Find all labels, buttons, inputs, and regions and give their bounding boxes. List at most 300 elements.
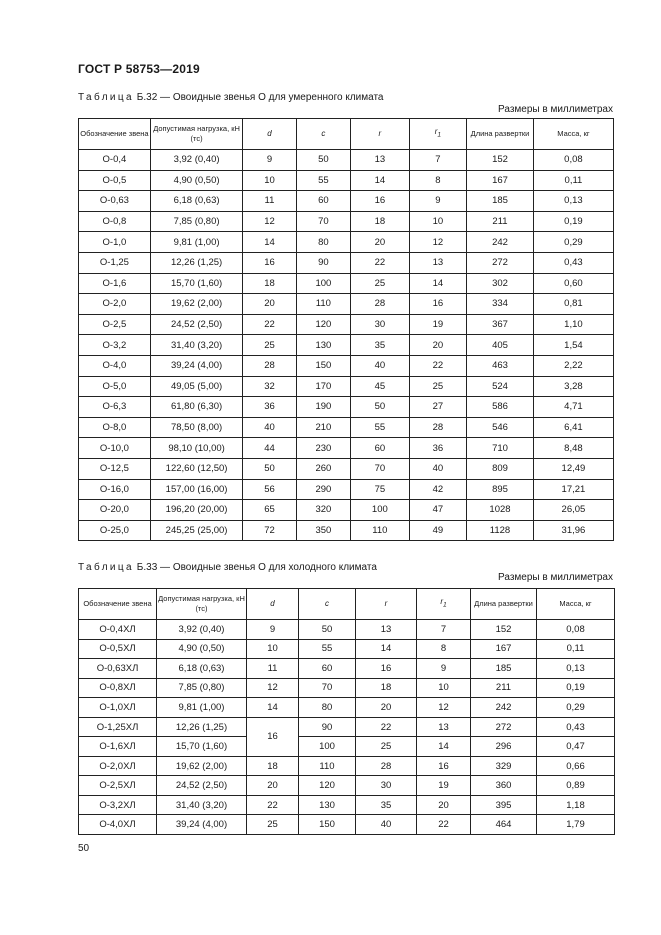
table-cell: 350 <box>296 520 350 541</box>
table2-header-row <box>79 589 615 620</box>
table-row <box>79 620 615 640</box>
table-cell: О-20,0 <box>79 500 151 521</box>
table-cell: 18 <box>247 756 299 776</box>
table-cell: 290 <box>296 479 350 500</box>
table2-body <box>79 620 615 835</box>
table-cell: 8,48 <box>533 438 613 459</box>
table-cell: 3,28 <box>533 376 613 397</box>
table-cell: 4,90 (0,50) <box>150 170 242 191</box>
table-cell: 31,96 <box>533 520 613 541</box>
table-cell: 30 <box>356 776 417 796</box>
table-cell: 1028 <box>467 500 534 521</box>
table-cell: 20 <box>417 795 471 815</box>
table-cell: 0,60 <box>533 273 613 294</box>
table-cell: 17,21 <box>533 479 613 500</box>
table-cell: 20 <box>351 232 410 253</box>
table-cell: 36 <box>243 397 296 418</box>
table-cell: О-4,0 <box>79 355 151 376</box>
table-cell: 39,24 (4,00) <box>150 355 242 376</box>
table-row <box>79 438 614 459</box>
table-row <box>79 678 615 698</box>
table-cell: 211 <box>471 678 537 698</box>
table-cell: 50 <box>299 620 356 640</box>
table-cell: 20 <box>409 335 467 356</box>
table-cell: 0,29 <box>533 232 613 253</box>
table-cell: 19,62 (2,00) <box>150 294 242 315</box>
table-row <box>79 232 614 253</box>
table1-caption-text: Б.32 — Овоидные звенья О для умеренного климата <box>136 92 384 103</box>
table-row <box>79 294 614 315</box>
table-cell: 30 <box>351 314 410 335</box>
table-cell: 524 <box>467 376 534 397</box>
table-cell: 28 <box>351 294 410 315</box>
table-row <box>79 698 615 718</box>
table-cell: 395 <box>471 795 537 815</box>
table-cell: 405 <box>467 335 534 356</box>
table-cell: 40 <box>356 815 417 835</box>
table-cell: 44 <box>243 438 296 459</box>
table-row <box>79 776 615 796</box>
table-cell: 22 <box>409 355 467 376</box>
table-cell: 14 <box>243 232 296 253</box>
table-cell: 1,10 <box>533 314 613 335</box>
table-cell: 196,20 (20,00) <box>150 500 242 521</box>
table-cell: 20 <box>243 294 296 315</box>
table-row <box>79 335 614 356</box>
document-header: ГОСТ Р 58753—2019 <box>78 62 200 76</box>
table-cell: 90 <box>299 717 356 737</box>
table-cell: 50 <box>351 397 410 418</box>
table-cell: 24,52 (2,50) <box>157 776 247 796</box>
table-cell: 15,70 (1,60) <box>150 273 242 294</box>
table-cell: 367 <box>467 314 534 335</box>
table-cell: 25 <box>247 815 299 835</box>
table2-caption-word: Таблица <box>78 562 135 573</box>
table2-col-length: Длина развертки <box>471 589 537 620</box>
table-cell: 122,60 (12,50) <box>150 458 242 479</box>
table-cell: 0,11 <box>533 170 613 191</box>
table-row <box>79 376 614 397</box>
table-cell: 14 <box>409 273 467 294</box>
table-cell: О-10,0 <box>79 438 151 459</box>
table-cell: 260 <box>296 458 350 479</box>
table-cell: 16 <box>243 252 296 273</box>
table-cell: О-3,2ХЛ <box>79 795 157 815</box>
table-cell: 98,10 (10,00) <box>150 438 242 459</box>
table-cell: 1,79 <box>537 815 615 835</box>
table-cell: 210 <box>296 417 350 438</box>
table-cell: 12 <box>243 211 296 232</box>
table-cell: 120 <box>296 314 350 335</box>
table-cell: 10 <box>409 211 467 232</box>
table-cell: 167 <box>467 170 534 191</box>
table2-caption <box>78 562 377 573</box>
table-cell: 8 <box>417 639 471 659</box>
table-cell: 24,52 (2,50) <box>150 314 242 335</box>
table-row <box>79 150 614 171</box>
table-row <box>79 211 614 232</box>
table-cell: 42 <box>409 479 467 500</box>
table-row <box>79 639 615 659</box>
subscript: 1 <box>437 131 442 139</box>
table1-col-r: r <box>351 119 410 150</box>
table-cell: 13 <box>409 252 467 273</box>
table-cell: 61,80 (6,30) <box>150 397 242 418</box>
table-cell: 20 <box>247 776 299 796</box>
table-cell: 329 <box>471 756 537 776</box>
table-cell: 13 <box>417 717 471 737</box>
table-cell: 150 <box>299 815 356 835</box>
table-cell: 0,08 <box>537 620 615 640</box>
table-row <box>79 252 614 273</box>
table-cell: 12,26 (1,25) <box>150 252 242 273</box>
table-cell: 0,66 <box>537 756 615 776</box>
table-cell: О-0,63 <box>79 191 151 212</box>
table-cell: 49,05 (5,00) <box>150 376 242 397</box>
table-cell: 6,41 <box>533 417 613 438</box>
table-cell: 80 <box>299 698 356 718</box>
table-cell: 28 <box>356 756 417 776</box>
table-b33 <box>78 588 615 835</box>
table-cell: 245,25 (25,00) <box>150 520 242 541</box>
table-cell: 272 <box>467 252 534 273</box>
table-cell: 296 <box>471 737 537 757</box>
table-cell: 895 <box>467 479 534 500</box>
table2-col-load: Допустимая нагрузка, кН (тс) <box>157 589 247 620</box>
table-cell: 18 <box>351 211 410 232</box>
table1-col-length: Длина развертки <box>467 119 534 150</box>
table-cell: 7,85 (0,80) <box>150 211 242 232</box>
table-cell: О-6,3 <box>79 397 151 418</box>
table-cell: 9 <box>247 620 299 640</box>
table2-col-d: d <box>247 589 299 620</box>
table-cell: 16 <box>247 717 299 756</box>
table-cell: 35 <box>356 795 417 815</box>
table-cell: О-16,0 <box>79 479 151 500</box>
table-cell: 65 <box>243 500 296 521</box>
table-cell: 18 <box>243 273 296 294</box>
table-cell: 22 <box>351 252 410 273</box>
table-cell: 7 <box>409 150 467 171</box>
table-cell: О-0,4ХЛ <box>79 620 157 640</box>
table-cell: 3,92 (0,40) <box>150 150 242 171</box>
table-cell: 150 <box>296 355 350 376</box>
table-cell: 710 <box>467 438 534 459</box>
table-cell: 25 <box>351 273 410 294</box>
table-cell: 4,90 (0,50) <box>157 639 247 659</box>
table-cell: О-0,5 <box>79 170 151 191</box>
table1-body <box>79 150 614 541</box>
table-cell: 11 <box>243 191 296 212</box>
table-cell: О-3,2 <box>79 335 151 356</box>
table-cell: 18 <box>356 678 417 698</box>
table-cell: 130 <box>299 795 356 815</box>
table-cell: 13 <box>351 150 410 171</box>
table-cell: 10 <box>247 639 299 659</box>
table-cell: 22 <box>247 795 299 815</box>
table-cell: О-1,0ХЛ <box>79 698 157 718</box>
table-row <box>79 355 614 376</box>
table-row <box>79 756 615 776</box>
table-cell: 26,05 <box>533 500 613 521</box>
table-cell: 60 <box>299 659 356 679</box>
table-cell: О-1,25ХЛ <box>79 717 157 737</box>
table-cell: 72 <box>243 520 296 541</box>
table-cell: 40 <box>409 458 467 479</box>
table-cell: 100 <box>299 737 356 757</box>
table-cell: 1,18 <box>537 795 615 815</box>
table-cell: 152 <box>471 620 537 640</box>
table-cell: 0,11 <box>537 639 615 659</box>
table-cell: 12 <box>247 678 299 698</box>
table-cell: О-25,0 <box>79 520 151 541</box>
table-cell: 22 <box>243 314 296 335</box>
table-cell: 130 <box>296 335 350 356</box>
table-cell: 185 <box>467 191 534 212</box>
table-cell: 0,13 <box>537 659 615 679</box>
table-cell: 50 <box>243 458 296 479</box>
table-cell: 25 <box>243 335 296 356</box>
table-cell: 8 <box>409 170 467 191</box>
table-row <box>79 191 614 212</box>
table-cell: 9 <box>409 191 467 212</box>
table-cell: 170 <box>296 376 350 397</box>
table-cell: 167 <box>471 639 537 659</box>
table1-caption <box>78 92 384 103</box>
table-row <box>79 795 615 815</box>
table-cell: 10 <box>417 678 471 698</box>
table1-col-d: d <box>243 119 296 150</box>
table-cell: 55 <box>351 417 410 438</box>
table2-caption-text: Б.33 — Овоидные звенья О для холодного климата <box>136 562 377 573</box>
table-cell: О-1,25 <box>79 252 151 273</box>
table-cell: 14 <box>351 170 410 191</box>
table-cell: 40 <box>351 355 410 376</box>
table-cell: 60 <box>351 438 410 459</box>
table-cell: 320 <box>296 500 350 521</box>
table-cell: 0,13 <box>533 191 613 212</box>
table-cell: 809 <box>467 458 534 479</box>
table-cell: 272 <box>471 717 537 737</box>
table-cell: 28 <box>243 355 296 376</box>
table-cell: 25 <box>409 376 467 397</box>
table-row <box>79 520 614 541</box>
table-cell: 0,89 <box>537 776 615 796</box>
table-cell: 56 <box>243 479 296 500</box>
table-row <box>79 458 614 479</box>
table-cell: 19 <box>409 314 467 335</box>
subscript: 1 <box>442 601 447 609</box>
table-cell: 100 <box>296 273 350 294</box>
table1-col-mass: Масса, кг <box>533 119 613 150</box>
table-cell: 12,26 (1,25) <box>157 717 247 737</box>
table-cell: 16 <box>356 659 417 679</box>
table-cell: 14 <box>247 698 299 718</box>
table-row <box>79 397 614 418</box>
table-cell: 70 <box>351 458 410 479</box>
table-cell: 463 <box>467 355 534 376</box>
table-cell: О-0,63ХЛ <box>79 659 157 679</box>
table-cell: 70 <box>296 211 350 232</box>
table-cell: 9,81 (1,00) <box>157 698 247 718</box>
table2-col-r: r <box>356 589 417 620</box>
table-row <box>79 717 615 737</box>
table-cell: 9,81 (1,00) <box>150 232 242 253</box>
table-cell: О-2,0ХЛ <box>79 756 157 776</box>
table-cell: О-0,8ХЛ <box>79 678 157 698</box>
table-row <box>79 273 614 294</box>
table-cell: 47 <box>409 500 467 521</box>
table-cell: 4,71 <box>533 397 613 418</box>
page-number: 50 <box>78 843 90 854</box>
table-cell: 27 <box>409 397 467 418</box>
table1-col-c: c <box>296 119 350 150</box>
table-cell: 10 <box>243 170 296 191</box>
table-cell: 242 <box>467 232 534 253</box>
table-cell: 2,22 <box>533 355 613 376</box>
table-cell: О-0,5ХЛ <box>79 639 157 659</box>
table1-units: Размеры в миллиметрах <box>498 104 613 115</box>
table1-col-r1: $r_1$ <box>409 119 467 150</box>
table-cell: 22 <box>417 815 471 835</box>
table-cell: 75 <box>351 479 410 500</box>
table-cell: 3,92 (0,40) <box>157 620 247 640</box>
table-cell: 0,19 <box>533 211 613 232</box>
table-cell: О-2,5ХЛ <box>79 776 157 796</box>
table-cell: О-0,4 <box>79 150 151 171</box>
table-cell: 0,08 <box>533 150 613 171</box>
table-cell: 1128 <box>467 520 534 541</box>
table-cell: 360 <box>471 776 537 796</box>
table-cell: 190 <box>296 397 350 418</box>
table-cell: О-5,0 <box>79 376 151 397</box>
table-cell: 22 <box>356 717 417 737</box>
table-cell: О-2,0 <box>79 294 151 315</box>
table-cell: О-0,8 <box>79 211 151 232</box>
table2-col-mass: Масса, кг <box>537 589 615 620</box>
table2-col-c: c <box>299 589 356 620</box>
table-cell: 6,18 (0,63) <box>150 191 242 212</box>
table-cell: 55 <box>299 639 356 659</box>
table-cell: 185 <box>471 659 537 679</box>
table-row <box>79 479 614 500</box>
table2-col-designation: Обозначение звена <box>79 589 157 620</box>
table-cell: 78,50 (8,00) <box>150 417 242 438</box>
table-cell: 9 <box>243 150 296 171</box>
table-row <box>79 314 614 335</box>
table-cell: 50 <box>296 150 350 171</box>
table-row <box>79 500 614 521</box>
table-cell: 0,43 <box>537 717 615 737</box>
table-cell: 0,81 <box>533 294 613 315</box>
table-cell: 152 <box>467 150 534 171</box>
table-cell: О-2,5 <box>79 314 151 335</box>
table-cell: 45 <box>351 376 410 397</box>
table-cell: 39,24 (4,00) <box>157 815 247 835</box>
table-cell: 110 <box>296 294 350 315</box>
table-cell: 14 <box>356 639 417 659</box>
table-cell: 0,29 <box>537 698 615 718</box>
table-cell: 11 <box>247 659 299 679</box>
table-cell: 586 <box>467 397 534 418</box>
table-cell: О-8,0 <box>79 417 151 438</box>
table-cell: 7 <box>417 620 471 640</box>
table-cell: 7,85 (0,80) <box>157 678 247 698</box>
table-cell: 32 <box>243 376 296 397</box>
table-cell: 0,43 <box>533 252 613 273</box>
table-cell: 14 <box>417 737 471 757</box>
table-cell: О-1,0 <box>79 232 151 253</box>
table-cell: 1,54 <box>533 335 613 356</box>
table-cell: 25 <box>356 737 417 757</box>
table1-header-row <box>79 119 614 150</box>
table-cell: 110 <box>351 520 410 541</box>
table-cell: 211 <box>467 211 534 232</box>
table-cell: 302 <box>467 273 534 294</box>
table-cell: О-1,6ХЛ <box>79 737 157 757</box>
table-cell: 28 <box>409 417 467 438</box>
table-cell: 0,47 <box>537 737 615 757</box>
table-cell: 12 <box>409 232 467 253</box>
table1-col-designation: Обозначение звена <box>79 119 151 150</box>
table-cell: 49 <box>409 520 467 541</box>
table-cell: 40 <box>243 417 296 438</box>
table-cell: 20 <box>356 698 417 718</box>
table-cell: 60 <box>296 191 350 212</box>
table2-units: Размеры в миллиметрах <box>498 572 613 583</box>
table-cell: 546 <box>467 417 534 438</box>
table-cell: 36 <box>409 438 467 459</box>
table-cell: 16 <box>417 756 471 776</box>
table-cell: 334 <box>467 294 534 315</box>
table-cell: 15,70 (1,60) <box>157 737 247 757</box>
table-cell: 157,00 (16,00) <box>150 479 242 500</box>
table-cell: 31,40 (3,20) <box>157 795 247 815</box>
table-cell: 16 <box>351 191 410 212</box>
table-cell: О-12,5 <box>79 458 151 479</box>
table-cell: 110 <box>299 756 356 776</box>
table-cell: 0,19 <box>537 678 615 698</box>
table-cell: 12,49 <box>533 458 613 479</box>
table-cell: О-1,6 <box>79 273 151 294</box>
table-cell: 55 <box>296 170 350 191</box>
table-cell: 31,40 (3,20) <box>150 335 242 356</box>
table-cell: 19 <box>417 776 471 796</box>
table-cell: 35 <box>351 335 410 356</box>
table-cell: 16 <box>409 294 467 315</box>
table-cell: О-4,0ХЛ <box>79 815 157 835</box>
table-cell: 6,18 (0,63) <box>157 659 247 679</box>
table-cell: 100 <box>351 500 410 521</box>
table-row <box>79 737 615 757</box>
table-row <box>79 417 614 438</box>
table-cell: 120 <box>299 776 356 796</box>
table-cell: 9 <box>417 659 471 679</box>
table-row <box>79 659 615 679</box>
table-cell: 13 <box>356 620 417 640</box>
table-cell: 90 <box>296 252 350 273</box>
table-cell: 12 <box>417 698 471 718</box>
table-cell: 230 <box>296 438 350 459</box>
table-row <box>79 815 615 835</box>
table-cell: 19,62 (2,00) <box>157 756 247 776</box>
table-cell: 464 <box>471 815 537 835</box>
table2-col-r1: $r_1$ <box>417 589 471 620</box>
table-b32 <box>78 118 614 541</box>
table-row <box>79 170 614 191</box>
table-cell: 242 <box>471 698 537 718</box>
table-cell: 70 <box>299 678 356 698</box>
